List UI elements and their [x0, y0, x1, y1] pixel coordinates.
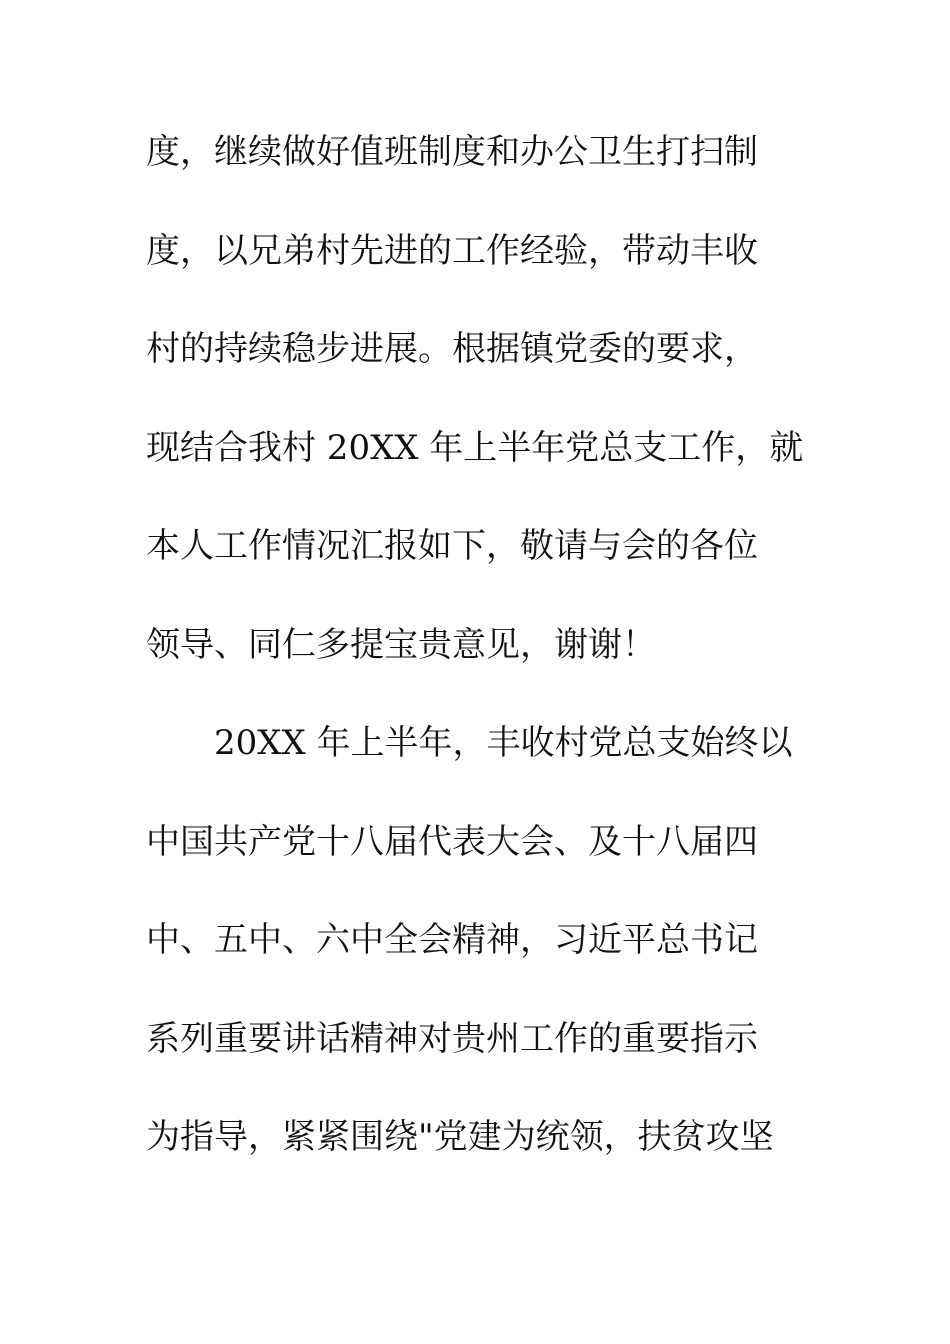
body-text	[146, 126, 826, 1210]
text-line: 领导、同仁多提宝贵意见，谢谢！	[146, 624, 656, 665]
text-line: 村的持续稳步进展。根据镇党委的要求，	[146, 329, 758, 369]
text-line: 中、五中、六中全会精神，习近平总书记	[146, 920, 758, 960]
paragraph-start-line: 20XX 年上半年，丰收村党总支始终以	[214, 723, 793, 763]
text-line: 中国共产党十八届代表大会、及十八届四	[146, 821, 758, 862]
text-line: 现结合我村 20XX 年上半年党总支工作，就	[146, 427, 804, 468]
text-line: 度，以兄弟村先进的工作经验，带动丰收	[146, 230, 758, 271]
text-line: 度，继续做好值班制度和办公卫生打扫制	[146, 132, 758, 172]
text-line: 系列重要讲话精神对贵州工作的重要指示	[146, 1018, 758, 1059]
text-line: 为指导，紧紧围绕"党建为统领，扶贫攻坚	[146, 1117, 774, 1157]
text-line: 本人工作情况汇报如下，敬请与会的各位	[146, 526, 758, 566]
